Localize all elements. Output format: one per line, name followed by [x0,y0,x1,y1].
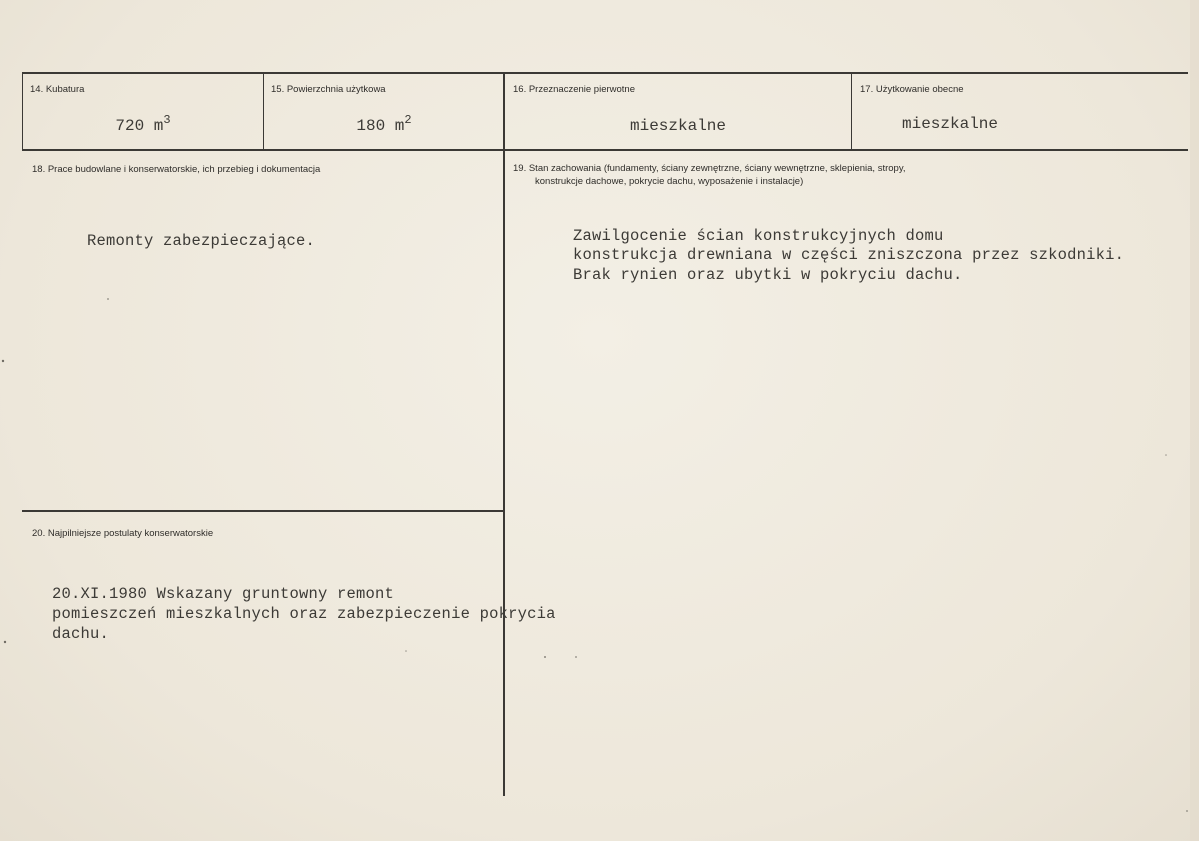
field-14-unit-exponent: 3 [163,113,171,127]
field-20-line-2: pomieszczeń mieszkalnych oraz zabezpieczenie pokrycia [52,605,556,623]
field-20-label: 20. Najpilniejsze postulaty konserwatorskie [32,528,214,539]
divider-16-17 [851,73,852,150]
field-15-unit-exponent: 2 [404,113,412,127]
field-14-value-text: 720 m [115,117,164,135]
field-19-label-line1: 19. Stan zachowania (fundamenty, ściany zewnętrzne, ściany wewnętrzne, sklepienia, stropy, [513,163,906,174]
left-border-rule [22,73,23,151]
field-19-label-line2: konstrukcje dachowe, pokrycie dachu, wyposażenie i instalacje) [535,176,804,187]
field-18-label: 18. Prace budowlane i konserwatorskie, ich przebieg i dokumentacja [32,164,321,175]
field-19-line-3: Brak rynien oraz ubytki w pokryciu dachu. [573,266,963,284]
field-20-line-1: 20.XI.1980 Wskazany gruntowny remont [52,585,395,603]
field-16-label: 16. Przeznaczenie pierwotne [513,84,635,95]
field-18-value: Remonty zabezpieczające. [87,232,316,250]
field-15-value-text: 180 m [356,117,405,135]
field-19-line-2: konstrukcja drewniana w części zniszczona przez szkodniki. [573,246,1125,264]
divider-15-16 [503,73,505,150]
field-14-label: 14. Kubatura [30,84,85,95]
field-15-label: 15. Powierzchnia użytkowa [271,84,386,95]
field-20-line-3: dachu. [52,625,110,643]
main-vertical-divider [503,150,505,796]
field-17-value: mieszkalne [901,115,998,133]
field-15-value [271,113,497,135]
field-16-value: mieszkalne [629,117,726,135]
field20-top-rule [22,510,504,512]
field-14-value [30,113,256,135]
field-17-label: 17. Użytkowanie obecne [860,84,964,95]
row1-bottom-rule [22,149,1188,151]
field-19-line-1: Zawilgocenie ścian konstrukcyjnych domu [573,227,944,245]
top-rule [22,72,1188,74]
divider-14-15 [263,73,264,150]
